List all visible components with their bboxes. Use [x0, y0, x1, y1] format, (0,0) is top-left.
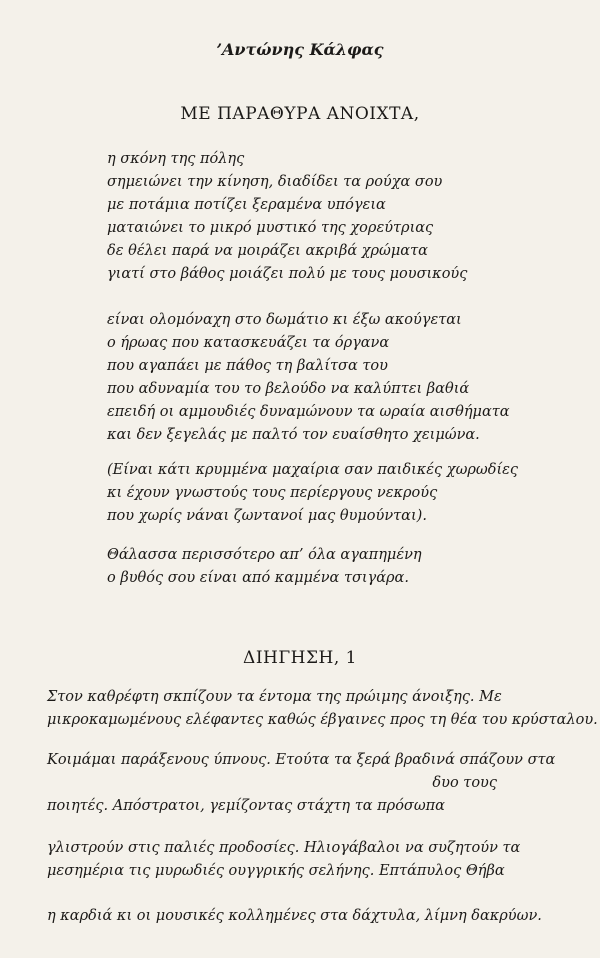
prose-paragraph: [47, 686, 598, 732]
prose-paragraph: [47, 749, 587, 818]
poem-line: ματαιώνει το μικρό μυστικό της χορεύτριας: [107, 220, 434, 236]
poem-line: Θάλασσα περισσότερο απ’ όλα αγαπημένη: [107, 547, 422, 563]
poem-title: ΜΕ ΠΑΡΑΘΥΡΑ ΑΝΟΙΧΤΑ,: [180, 104, 420, 124]
prose-line: η καρδιά κι οι μουσικές κολλημένες στα δάχτυλα, λίμνη δακρύων.: [47, 908, 542, 924]
poem-line: που χωρίς νάναι ζωντανοί μας θυμούνται).: [107, 508, 427, 524]
poem-line: με ποτάμια ποτίζει ξεραμένα υπόγεια: [107, 197, 386, 213]
prose-line: Στον καθρέφτη σκπίζουν τα έντομα της πρώιμης άνοιξης. Με: [47, 689, 502, 705]
prose-line: μικροκαμωμένους ελέφαντες καθώς έβγαινες προς τη θέα του κρύσταλου.: [47, 712, 598, 728]
prose-line: γλιστρούν στις παλιές προδοσίες. Ηλιογάβαλοι να συζητούν τα: [47, 840, 521, 856]
prose-line: μεσημέρια τις μυρωδιές ουγγρικής σελήνης. Επτάπυλος Θήβα: [47, 863, 505, 879]
poem-line: είναι ολομόναχη στο δωμάτιο κι έξω ακούγεται: [107, 312, 462, 328]
poem-line: επειδή οι αμμουδιές δυναμώνουν τα ωραία αισθήματα: [107, 404, 510, 420]
poem-stanza: [107, 544, 422, 590]
prose-paragraph: [47, 837, 520, 883]
poem-line: και δεν ξεγελάς με παλτό τον ευαίσθητο χειμώνα.: [107, 427, 480, 443]
poem-stanza: [107, 148, 467, 286]
poem-line: σημειώνει την κίνηση, διαδίδει τα ρούχα σου: [107, 174, 443, 190]
prose-line: Κοιμάμαι παράξενους ύπνους. Ετούτα τα ξερά βραδινά σπάζουν στα: [47, 752, 556, 768]
poem-line: ο ήρωας που κατασκευάζει τα όργανα: [107, 335, 390, 351]
poem-line: που αδυναμία του το βελούδο να καλύπτει βαθιά: [107, 381, 470, 397]
poem-stanza: [107, 309, 510, 447]
prose-line: δυο τους: [432, 775, 497, 791]
poem-line: γιατί στο βάθος μοιάζει πολύ με τους μουσικούς: [107, 266, 468, 282]
prose-line: ποιητές. Απόστρατοι, γεμίζοντας στάχτη τα πρόσωπα: [47, 798, 445, 814]
poem-line: (Είναι κάτι κρυμμένα μαχαίρια σαν παιδικές χωρωδίες: [107, 462, 519, 478]
poem-line: δε θέλει παρά να μοιράζει ακριβά χρώματα: [107, 243, 428, 259]
poem-line: που αγαπάει με πάθος τη βαλίτσα του: [107, 358, 388, 374]
poem-line: κι έχουν γνωστούς τους περίεργους νεκρούς: [107, 485, 438, 501]
author-name: ’Αντώνης Κάλφας: [216, 40, 384, 59]
poem-line: ο βυθός σου είναι από καμμένα τσιγάρα.: [107, 570, 409, 586]
prose-title: ΔΙΗΓΗΣΗ, 1: [243, 648, 357, 668]
poem-line: η σκόνη της πόλης: [107, 151, 245, 167]
poem-stanza: [107, 459, 518, 528]
prose-paragraph: [47, 905, 542, 928]
